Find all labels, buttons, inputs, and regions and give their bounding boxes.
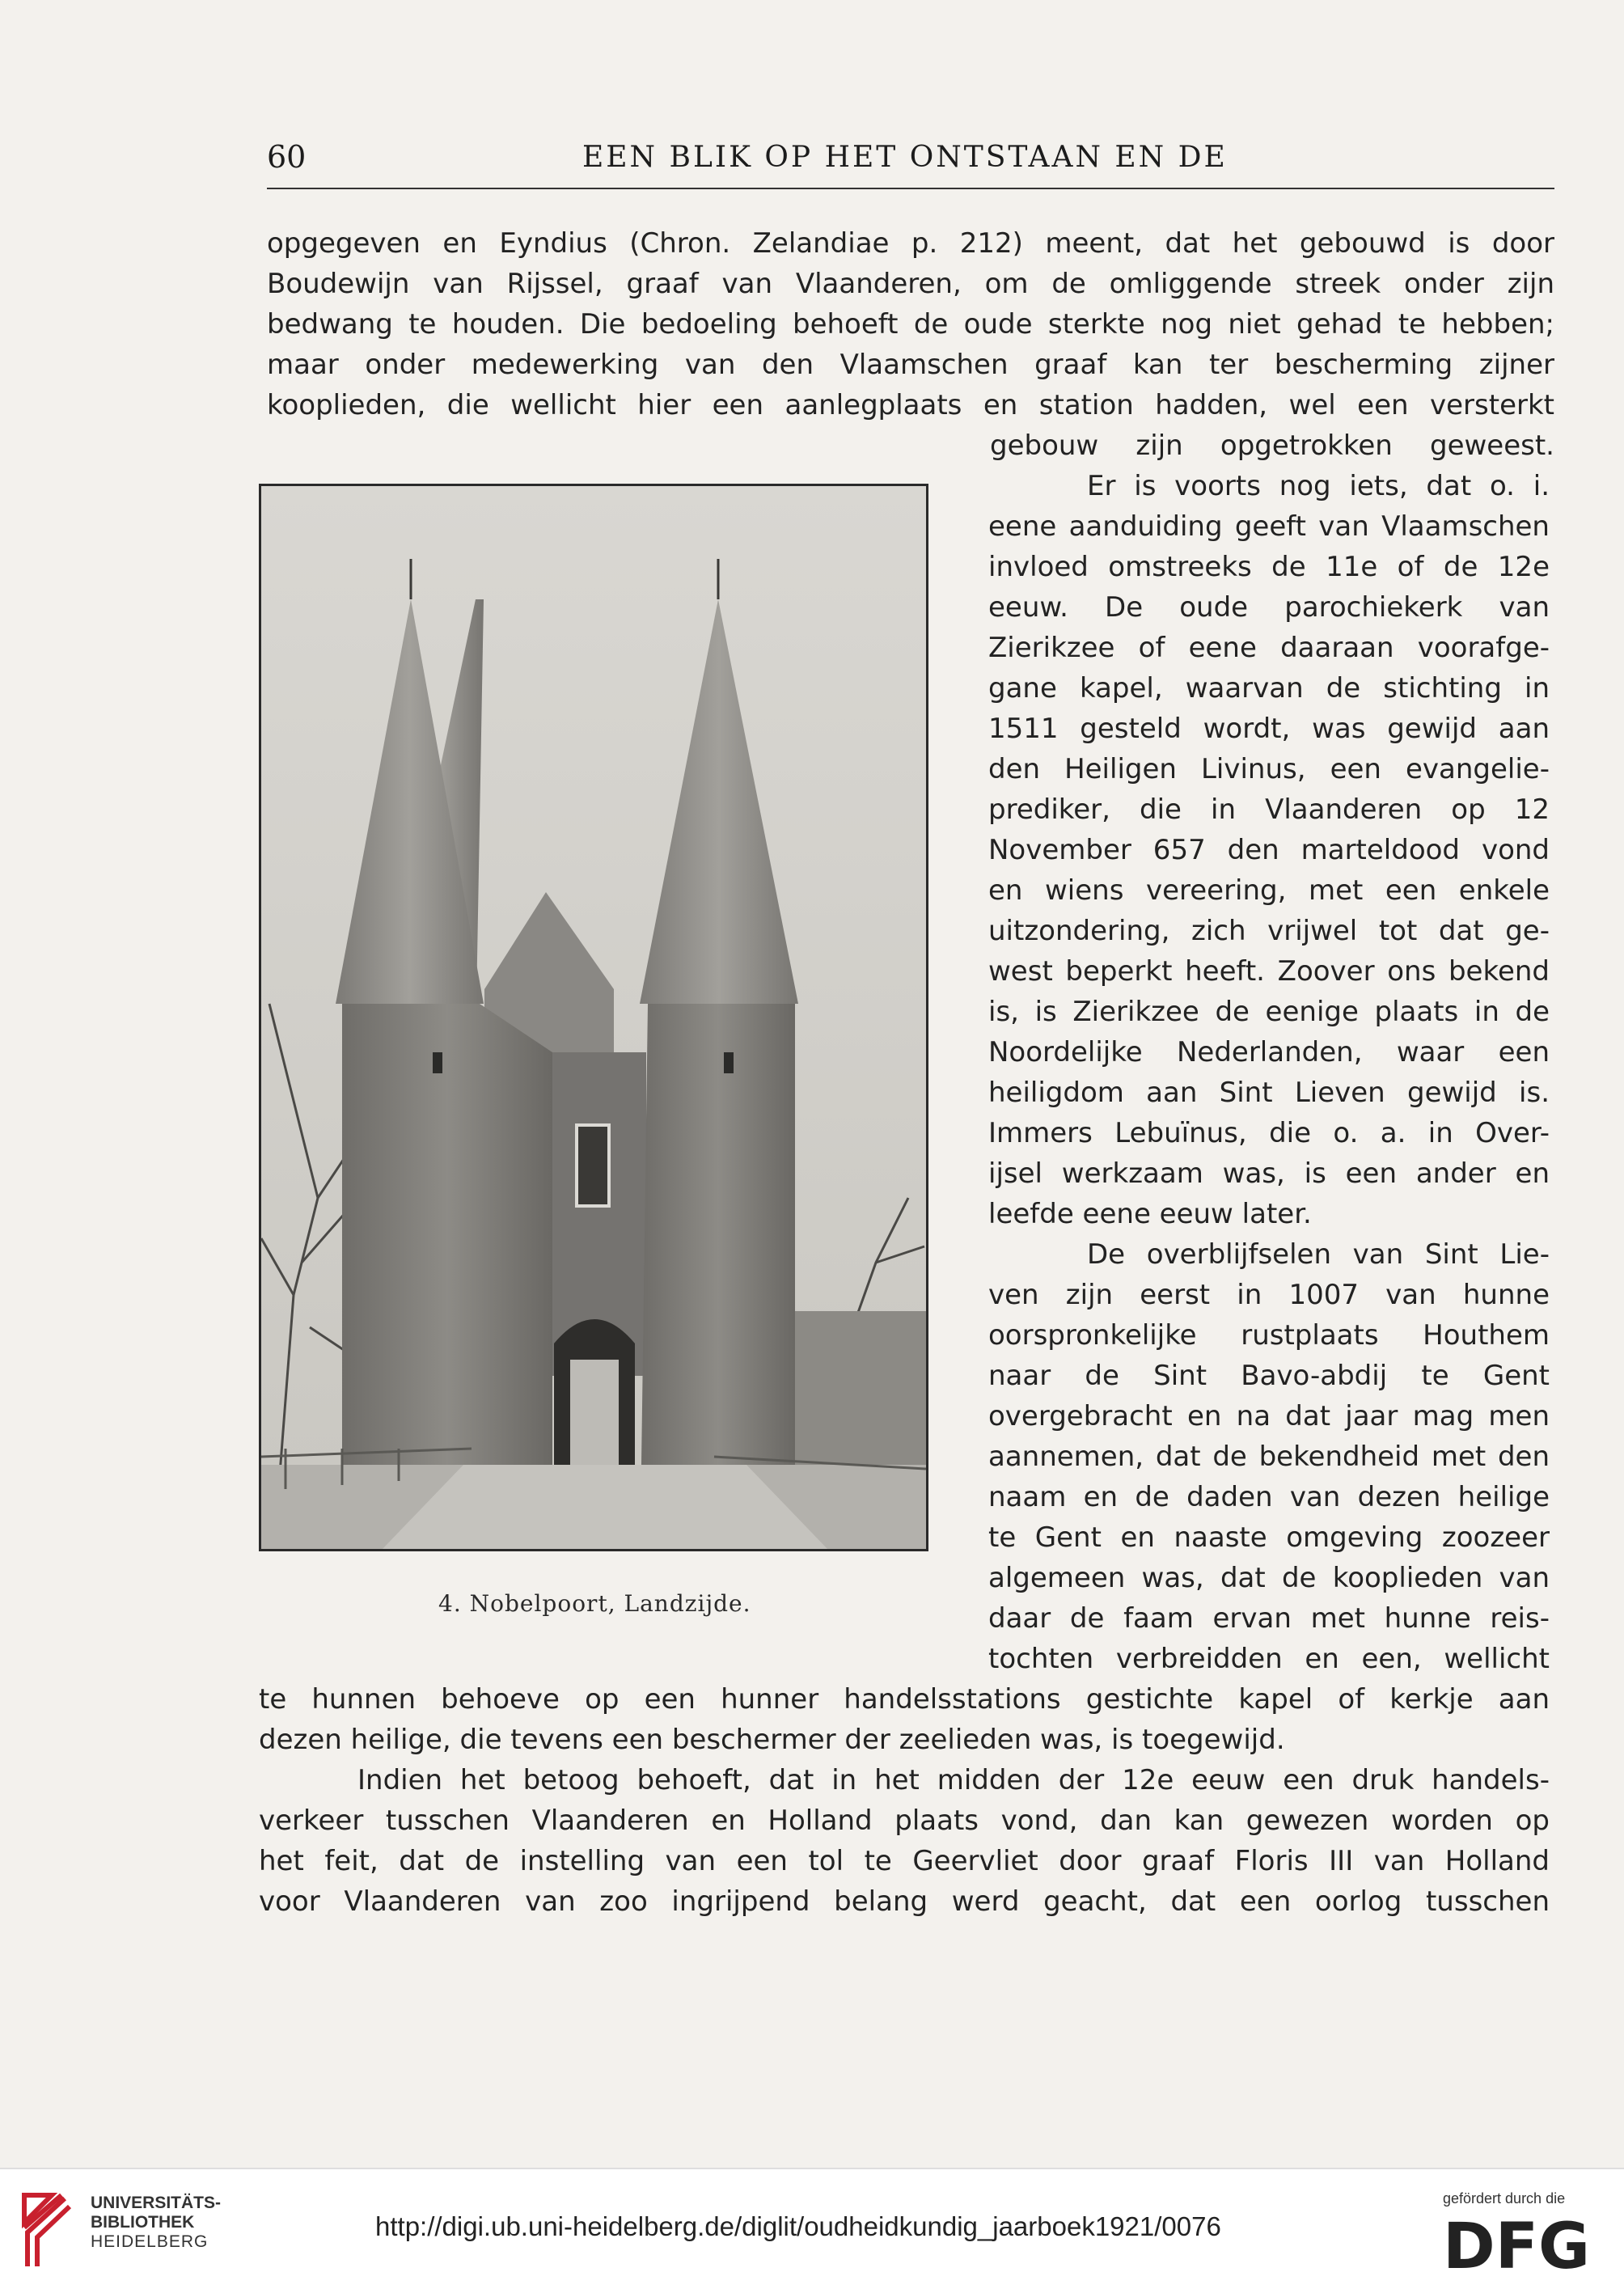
text-line: verkeer tusschen Vlaanderen en Holland plaats vond, dan kan gewezen worden op [259, 1805, 1550, 1837]
text-line: voor Vlaanderen van zoo ingrijpend belang werd geacht, dat een oorlog tusschen [259, 1885, 1550, 1918]
text-line: overgebracht en na dat jaar mag men [988, 1400, 1550, 1432]
photo-nobelpoort [259, 484, 928, 1551]
text-line: opgegeven en Eyndius (Chron. Zelandiae p. 212) meent, dat het gebouwd is door [267, 227, 1554, 260]
text-line: ven zijn eerst in 1007 van hunne [988, 1279, 1550, 1311]
text-line: oorspronkelijke rustplaats Houthem [988, 1319, 1550, 1352]
text-line: is, is Zierikzee de eenige plaats in de [988, 996, 1550, 1028]
text-line: het feit, dat de instelling van een tol te Geervliet door graaf Floris III van Holland [259, 1845, 1550, 1877]
text-line: gane kapel, waarvan de stichting in [988, 672, 1550, 704]
library-name-line: HEIDELBERG [91, 2232, 209, 2251]
text-line: invloed omstreeks de 11e of de 12e [988, 551, 1550, 583]
text-line: Zierikzee of eene daaraan voorafge- [988, 632, 1550, 664]
right-column-text [988, 466, 1550, 1679]
text-line: eene aanduiding geeft van Vlaamschen [988, 510, 1550, 543]
permalink-url[interactable]: http://digi.ub.uni-heidelberg.de/diglit/oudheidkundig_jaarboek1921/0076 [375, 2211, 1221, 2241]
paragraph-1 [267, 223, 1554, 466]
text-line: te Gent en naaste omgeving zoozeer [988, 1521, 1550, 1554]
text-line: De overblijfselen van Sint Lie- [1087, 1238, 1550, 1271]
figure-caption: 4. Nobelpoort, Landzijde. [438, 1590, 751, 1617]
running-title: EEN BLIK OP HET ONTSTAAN EN DE [582, 141, 1228, 174]
text-line: west beperkt heeft. Zoover ons bekend [988, 955, 1550, 988]
text-line: Boudewijn van Rijssel, graaf van Vlaanderen, om de omliggende streek onder zijn [267, 268, 1554, 300]
text-line: kooplieden, die wellicht hier een aanlegplaats en station hadden, wel een versterkt [267, 389, 1554, 421]
dfg-logo-text: DFG [1443, 2215, 1591, 2274]
text-line: Er is voorts nog iets, dat o. i. [1087, 470, 1550, 502]
university-library-logo-icon [19, 2187, 74, 2271]
text-line: Indien het betoog behoeft, dat in het midden der 12e eeuw een druk handels- [357, 1764, 1550, 1796]
text-line: prediker, die in Vlaanderen op 12 [988, 793, 1550, 826]
text-line: November 657 den marteldood vond [988, 834, 1550, 866]
text-line: uitzondering, zich vrijwel tot dat ge- [988, 915, 1550, 947]
paragraph-4 [259, 1760, 1550, 1922]
text-line: bedwang te houden. Die bedoeling behoeft de oude sterkte nog niet gehad te hebben; [267, 308, 1554, 341]
page-header [267, 136, 1554, 189]
text-line: naar de Sint Bavo-abdij te Gent [988, 1360, 1550, 1392]
library-name [91, 2194, 221, 2252]
text-line: gebouw zijn opgetrokken geweest. [990, 429, 1554, 462]
gate-photo-illustration [261, 486, 926, 1549]
page-number: 60 [267, 139, 307, 175]
text-line: algemeen was, dat de kooplieden van [988, 1562, 1550, 1594]
text-line: aannemen, dat de bekendheid met den [988, 1441, 1550, 1473]
library-name-line: UNIVERSITÄTS- [91, 2194, 222, 2212]
text-line: Noordelijke Nederlanden, waar een [988, 1036, 1550, 1068]
text-line: eeuw. De oude parochiekerk van [988, 591, 1550, 624]
text-line: maar onder medewerking van den Vlaamschen graaf kan ter bescherming zijner [267, 349, 1554, 381]
text-line: naam en de daden van dezen heilige [988, 1481, 1550, 1513]
text-line: tochten verbreidden en een, wellicht [988, 1643, 1550, 1675]
text-line: leefde eene eeuw later. [988, 1198, 1312, 1230]
text-line: Immers Lebuïnus, die o. a. in Over- [988, 1117, 1550, 1149]
text-line: ijsel werkzaam was, is een ander en [988, 1157, 1550, 1190]
text-line: 1511 gesteld wordt, was gewijd aan [988, 713, 1550, 745]
text-line: heiligdom aan Sint Lieven gewijd is. [988, 1077, 1550, 1109]
text-line: dezen heilige, die tevens een beschermer der zeelieden was, is toegewijd. [259, 1724, 1285, 1756]
paragraph-3 [259, 1679, 1550, 1760]
library-name-line: BIBLIOTHEK [91, 2213, 195, 2232]
viewer-footer [0, 2168, 1624, 2289]
dfg-logo-icon [1443, 2215, 1601, 2274]
text-line: en wiens vereering, met een enkele [988, 874, 1550, 907]
text-line: den Heiligen Livinus, een evangelie- [988, 753, 1550, 785]
funding-note: gefördert durch die [1443, 2190, 1566, 2206]
text-line: te hunnen behoeve op een hunner handelsstations gestichte kapel of kerkje aan [259, 1683, 1550, 1716]
text-line: daar de faam ervan met hunne reis- [988, 1602, 1550, 1635]
